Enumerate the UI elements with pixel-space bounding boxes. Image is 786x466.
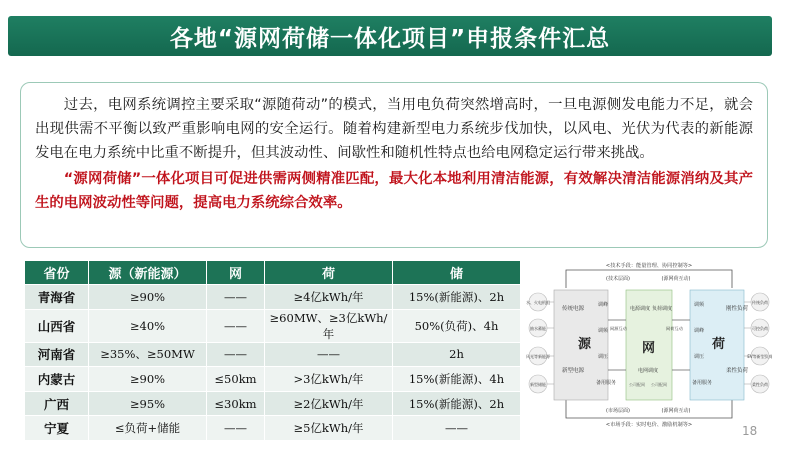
cell-source: ≥90% <box>89 285 207 310</box>
cell-load: —— <box>265 342 393 367</box>
cell-load: ≥4亿kWh/年 <box>265 285 393 310</box>
grid-block <box>610 290 684 400</box>
header-load: 荷 <box>265 261 393 285</box>
cell-source: ≥40% <box>89 309 207 342</box>
table-row <box>25 367 521 392</box>
intro-box <box>20 82 768 248</box>
diagram-svg <box>526 260 772 430</box>
cell-province: 青海省 <box>25 285 89 310</box>
grid-tag: 网源互动 <box>610 326 627 331</box>
cell-grid: —— <box>207 342 265 367</box>
left-item-label: 新型储能 <box>530 382 546 387</box>
table-header-row <box>25 261 521 285</box>
load-side-flexible: 柔性负荷 <box>726 368 749 374</box>
cell-source: ≥35%、≥50MW <box>89 342 207 367</box>
title-bar <box>8 16 772 56</box>
cell-grid: ≤50km <box>207 367 265 392</box>
source-block <box>554 290 616 400</box>
cell-grid: ≤30km <box>207 391 265 416</box>
cell-storage: 15%(新能源)、2h <box>393 391 521 416</box>
right-item-label: EV等新型负荷 <box>747 354 772 359</box>
left-items <box>526 293 551 393</box>
load-tag: 调压 <box>694 354 705 360</box>
top-label-tech-means: <技术手段：能量管理、协同控制等> <box>605 263 693 269</box>
table-row <box>25 416 521 441</box>
bottom-label-interaction: (源网荷互动) <box>661 408 691 414</box>
intro-highlight: “源网荷储”一体化项目可促进供需两侧精准匹配，最大化本地利用清洁能源，有效解决清洁能源消纳及其产生的电网波动性等问题，提高电力系统综合效率。 <box>35 171 753 211</box>
cell-grid: —— <box>207 285 265 310</box>
cell-province: 山西省 <box>25 309 89 342</box>
grid-bottom-label: 电网调度 <box>638 368 659 374</box>
source-tag: 备用服务 <box>596 380 617 386</box>
source-tag: 调压 <box>598 354 609 360</box>
load-tag: 备用服务 <box>692 380 713 386</box>
cell-grid: —— <box>207 416 265 441</box>
page-number: 18 <box>742 424 758 438</box>
cell-source: ≤负荷+储能 <box>89 416 207 441</box>
source-grid-load-diagram <box>526 260 772 430</box>
right-item-label: 柔性负荷 <box>752 382 768 387</box>
cell-province: 内蒙古 <box>25 367 89 392</box>
load-tag: 调频 <box>694 302 705 308</box>
header-source: 源（新能源） <box>89 261 207 285</box>
requirements-table <box>24 260 521 441</box>
load-tag: 调峰 <box>694 328 705 334</box>
grid-sub-label: 公司配网 <box>629 382 645 387</box>
source-side-traditional: 传统电源 <box>562 306 585 312</box>
table-row <box>25 309 521 342</box>
table-row <box>25 391 521 416</box>
bottom-label-market-layer: (市场层面) <box>606 408 630 414</box>
source-main-label: 源 <box>578 337 592 352</box>
cell-province: 河南省 <box>25 342 89 367</box>
cell-load: ≥60MW、≥3亿kWh/年 <box>265 309 393 342</box>
source-tag: 调频 <box>598 328 609 334</box>
top-label-interaction: (源网荷互动) <box>661 276 691 282</box>
cell-storage: 50%(负荷)、4h <box>393 309 521 342</box>
cell-storage: 2h <box>393 342 521 367</box>
left-item-label: 风光等新能源 <box>526 354 550 359</box>
slide-title: 各地“源网荷储一体化项目”申报条件汇总 <box>169 25 611 52</box>
load-block <box>690 290 749 400</box>
grid-top-label: 负荷调度 <box>652 306 673 312</box>
cell-storage: —— <box>393 416 521 441</box>
right-items <box>747 293 772 393</box>
table-row <box>25 285 521 310</box>
bottom-connector-line <box>566 400 732 418</box>
intro-paragraph: 过去，电网系统调控主要采取“源随荷动”的模式，当用电负荷突然增高时，一旦电源侧发电能力不足，就会出现供需不平衡以致严重影响电网的安全运行。随着构建新型电力系统步伐加快，以风电、光伏为代表的新能源发电在电力系统中比重不断提升，但其波动性、间歇性和随机性特点也给电网稳定运行带来挑战。 <box>35 97 753 161</box>
grid-main-label: 网 <box>642 341 656 356</box>
cell-storage: 15%(新能源)、4h <box>393 367 521 392</box>
grid-tag: 网荷互动 <box>666 326 683 331</box>
cell-source: ≥90% <box>89 367 207 392</box>
cell-source: ≥95% <box>89 391 207 416</box>
header-province: 省份 <box>25 261 89 285</box>
cell-province: 宁夏 <box>25 416 89 441</box>
left-item-label: 水、火电机组 <box>526 300 550 305</box>
right-item-label: 可控负荷 <box>752 326 768 331</box>
cell-grid: —— <box>207 309 265 342</box>
source-side-new: 新型电源 <box>562 368 585 374</box>
cell-load: ≥5亿kWh/年 <box>265 416 393 441</box>
source-tag: 调峰 <box>598 302 609 308</box>
left-item-label: 抽水蓄能 <box>530 326 546 331</box>
cell-storage: 15%(新能源)、2h <box>393 285 521 310</box>
bottom-label-market-means: <市场手段：实时电价、激励机制等> <box>605 422 693 428</box>
cell-load: >3亿kWh/年 <box>265 367 393 392</box>
cell-province: 广西 <box>25 391 89 416</box>
load-side-rigid: 刚性负荷 <box>726 306 749 312</box>
grid-sub-label: 公司配网 <box>651 382 667 387</box>
right-item-label: 传统负荷 <box>752 300 768 305</box>
header-storage: 储 <box>393 261 521 285</box>
header-grid: 网 <box>207 261 265 285</box>
table-row <box>25 342 521 367</box>
load-main-label: 荷 <box>712 337 726 352</box>
top-connector-line <box>566 270 732 288</box>
top-label-tech-layer: (技术层面) <box>606 276 630 282</box>
grid-top-label: 电源调度 <box>630 306 651 312</box>
cell-load: ≥2亿kWh/年 <box>265 391 393 416</box>
